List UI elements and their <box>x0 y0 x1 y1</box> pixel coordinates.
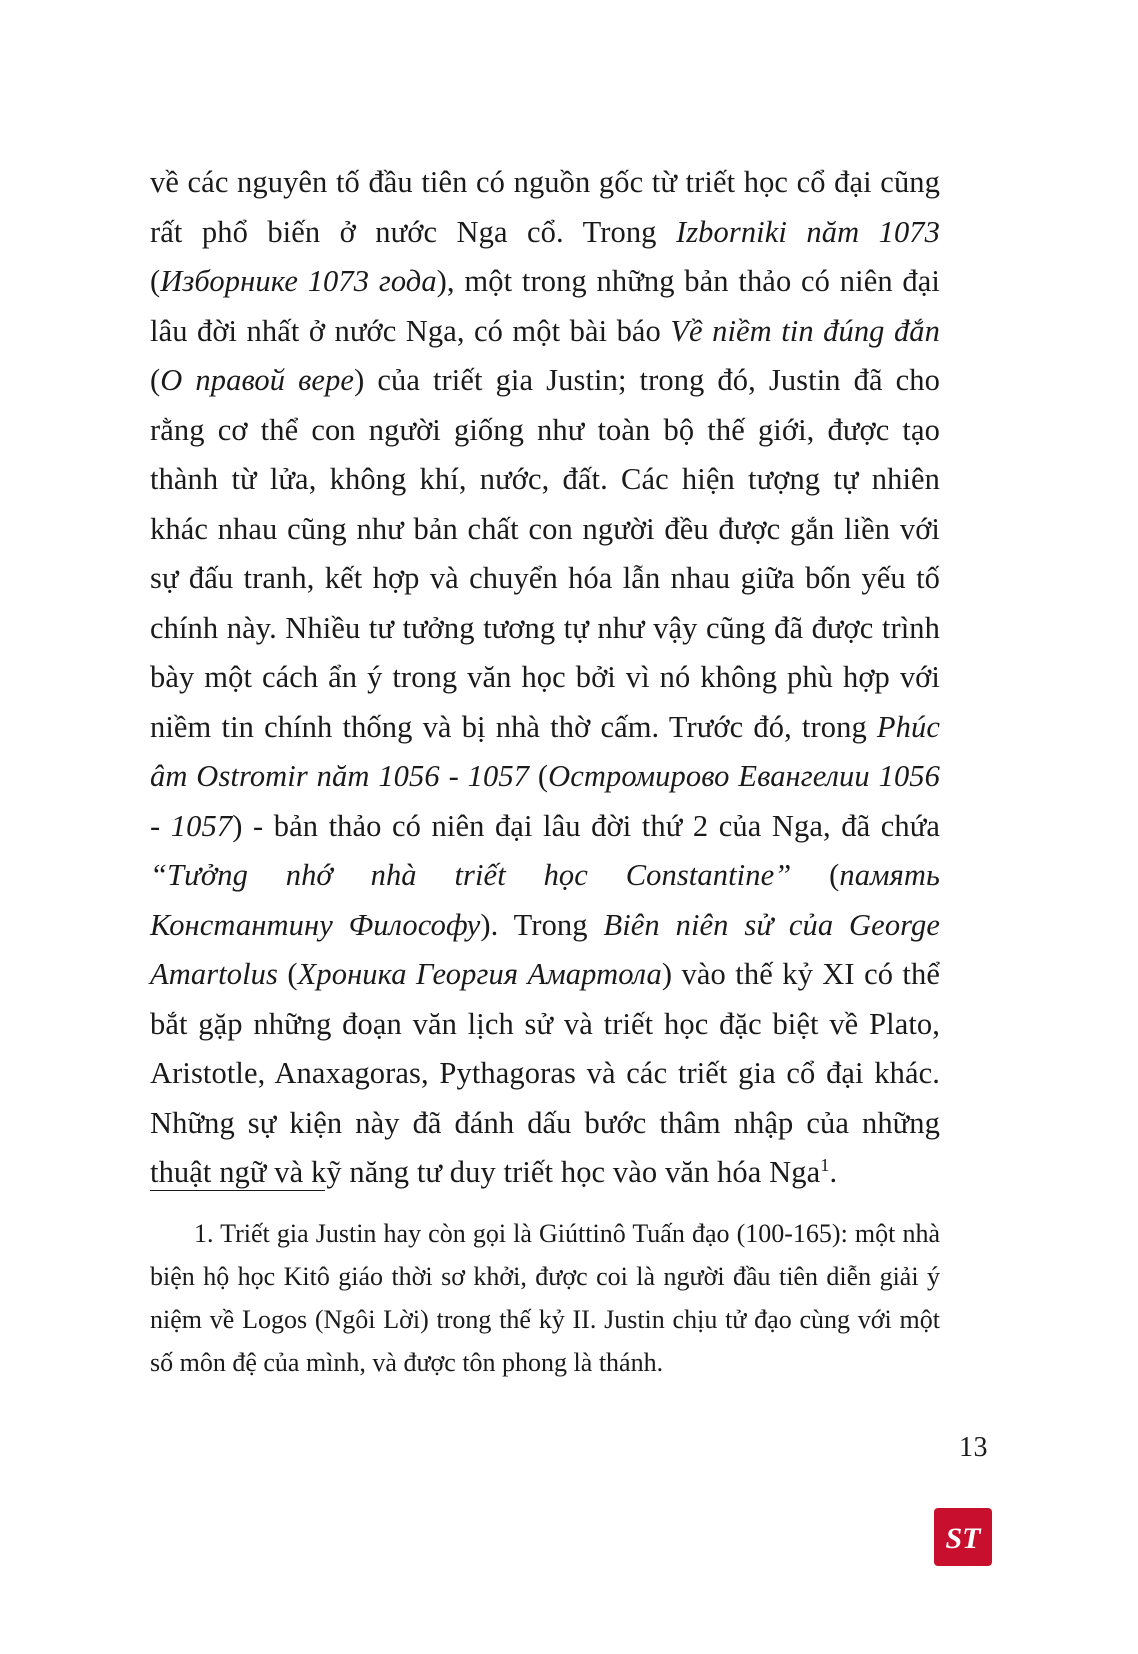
italic-run: Izborniki năm 1073 <box>675 214 940 249</box>
text-run: ). Trong <box>480 907 604 942</box>
paragraph-text <box>150 158 940 1198</box>
italic-run: О правой вере <box>160 363 355 397</box>
italic-run: “Tưởng nhớ nhà triết học Constantine” <box>150 858 792 892</box>
italic-run: память Константину Философу <box>150 858 940 942</box>
italic-run: Về niềm tin đúng đắn <box>670 313 940 348</box>
italic-run: Изборнике 1073 года <box>160 264 437 298</box>
italic-run: Остромирово Евангелии 1056 - 1057 <box>150 759 940 843</box>
text-run: ( <box>529 759 549 793</box>
footnote-separator-rule <box>150 1190 325 1191</box>
footnote-block <box>150 1212 940 1384</box>
text-run: ( <box>150 264 161 298</box>
footnote-marker: 1 <box>820 1154 830 1175</box>
italic-run: Хроника Георгия Амартола <box>297 957 662 991</box>
text-run: ( <box>150 363 161 397</box>
italic-run: Biên niên sử của George Amartolus <box>150 907 940 991</box>
text-run: . <box>829 1155 838 1189</box>
text-run: ) vào thế kỷ XI có thể bắt gặp những đoạn văn lịch sử và triết học đặc biệt về Plato, Aristotle, Anaxagoras, Pythagoras và các triết gia cổ đại khác. Những sự kiện này đã đánh dấu bước thâm nhập của những thuật ngữ và kỹ năng tư duy triết học vào văn hóa Nga <box>150 957 940 1189</box>
italic-run: Phúc âm Ostromir năm 1056 - 1057 <box>150 709 940 793</box>
text-run: ), một trong những bản thảo có niên đại lâu đời nhất ở nước Nga, có một bài báo <box>150 264 940 348</box>
text-run: ( <box>791 858 840 892</box>
text-run: ( <box>278 957 298 991</box>
footnote-text: 1. Triết gia Justin hay còn gọi là Giúttinô Tuấn đạo (100-165): một nhà biện hộ học Kitô giáo thời sơ khởi, được coi là người đầu tiên diễn giải ý niệm về Logos (Ngôi Lời) trong thế kỷ II. Justin chịu tử đạo cùng với một số môn đệ của mình, và được tôn phong là thánh. <box>150 1219 940 1377</box>
body-paragraph <box>150 158 940 1198</box>
page-number: 13 <box>959 1432 988 1463</box>
text-run: về các nguyên tố đầu tiên có nguồn gốc từ triết học cổ đại cũng rất phổ biến ở nước Nga cổ. Trong <box>150 165 940 249</box>
text-run: ) - bản thảo có niên đại lâu đời thứ 2 của Nga, đã chứa <box>232 808 940 843</box>
text-run: ) của triết gia Justin; trong đó, Justin đã cho rằng cơ thể con người giống như toàn bộ thế giới, được tạo thành từ lửa, không khí, nước, đất. Các hiện tượng tự nhiên khác nhau cũng như bản chất con người đều được gắn liền với sự đấu tranh, kết hợp và chuyển hóa lẫn nhau giữa bốn yếu tố chính này. Nhiều tư tưởng tương tự như vậy cũng đã được trình bày một cách ẩn ý trong văn học bởi vì nó không phù hợp với niềm tin chính thống và bị nhà thờ cấm. Trước đó, trong <box>150 363 940 744</box>
svg-text:ST: ST <box>945 1522 981 1555</box>
st-publisher-logo <box>934 1508 992 1566</box>
